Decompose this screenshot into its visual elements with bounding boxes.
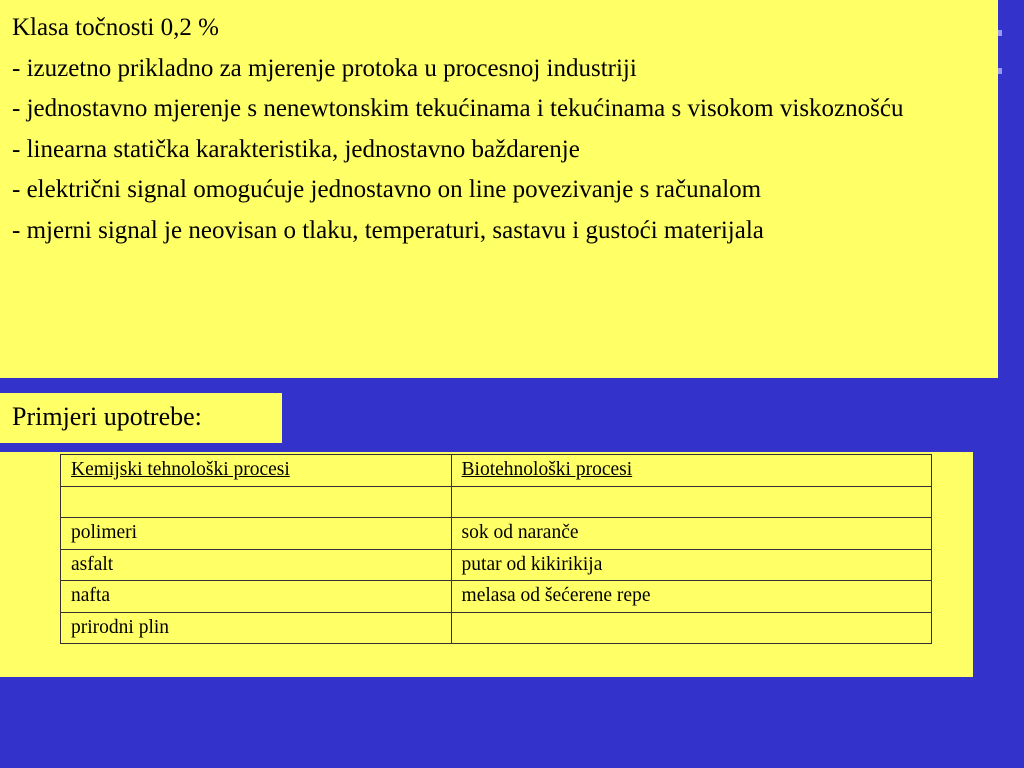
edge-mark bbox=[998, 30, 1002, 36]
property-bullet-1: - izuzetno prikladno za mjerenje protoka u procesnoj industriji bbox=[12, 54, 637, 82]
table-row bbox=[61, 612, 932, 644]
table-cell: sok od naranče bbox=[451, 518, 931, 550]
column-header-chemical: Kemijski tehnološki procesi bbox=[61, 455, 452, 487]
property-bullet-2: - jednostavno mjerenje s nenewtonskim tekućinama i tekućinama s visokom viskoznošću bbox=[12, 95, 904, 122]
table-cell: polimeri bbox=[61, 518, 452, 550]
property-bullet-4: - električni signal omogućuje jednostavno on line povezivanje s računalom bbox=[12, 176, 762, 203]
table-row bbox=[61, 486, 932, 518]
accuracy-class-heading: Klasa točnosti 0,2 % bbox=[12, 14, 219, 41]
column-header-biotech: Biotehnološki procesi bbox=[451, 455, 931, 487]
table-cell: putar od kikirikija bbox=[451, 549, 931, 581]
table-row bbox=[61, 518, 932, 550]
table-cell bbox=[61, 486, 452, 518]
examples-label-panel bbox=[0, 393, 282, 443]
examples-table-panel bbox=[0, 452, 973, 677]
table-row bbox=[61, 581, 932, 613]
edge-mark bbox=[998, 68, 1002, 74]
table-cell bbox=[451, 612, 931, 644]
table-header-row bbox=[61, 455, 932, 487]
table-row bbox=[61, 549, 932, 581]
property-bullet-5: - mjerni signal je neovisan o tlaku, temperaturi, sastavu i gustoći materijala bbox=[12, 216, 764, 244]
examples-table bbox=[60, 454, 932, 644]
properties-panel bbox=[0, 0, 998, 378]
examples-label: Primjeri upotrebe: bbox=[12, 402, 202, 431]
table-cell bbox=[451, 486, 931, 518]
table-cell: prirodni plin bbox=[61, 612, 452, 644]
table-cell: melasa od šećerene repe bbox=[451, 581, 931, 613]
property-bullet-3: - linearna statička karakteristika, jednostavno baždarenje bbox=[12, 135, 580, 163]
table-cell: nafta bbox=[61, 581, 452, 613]
table-cell: asfalt bbox=[61, 549, 452, 581]
